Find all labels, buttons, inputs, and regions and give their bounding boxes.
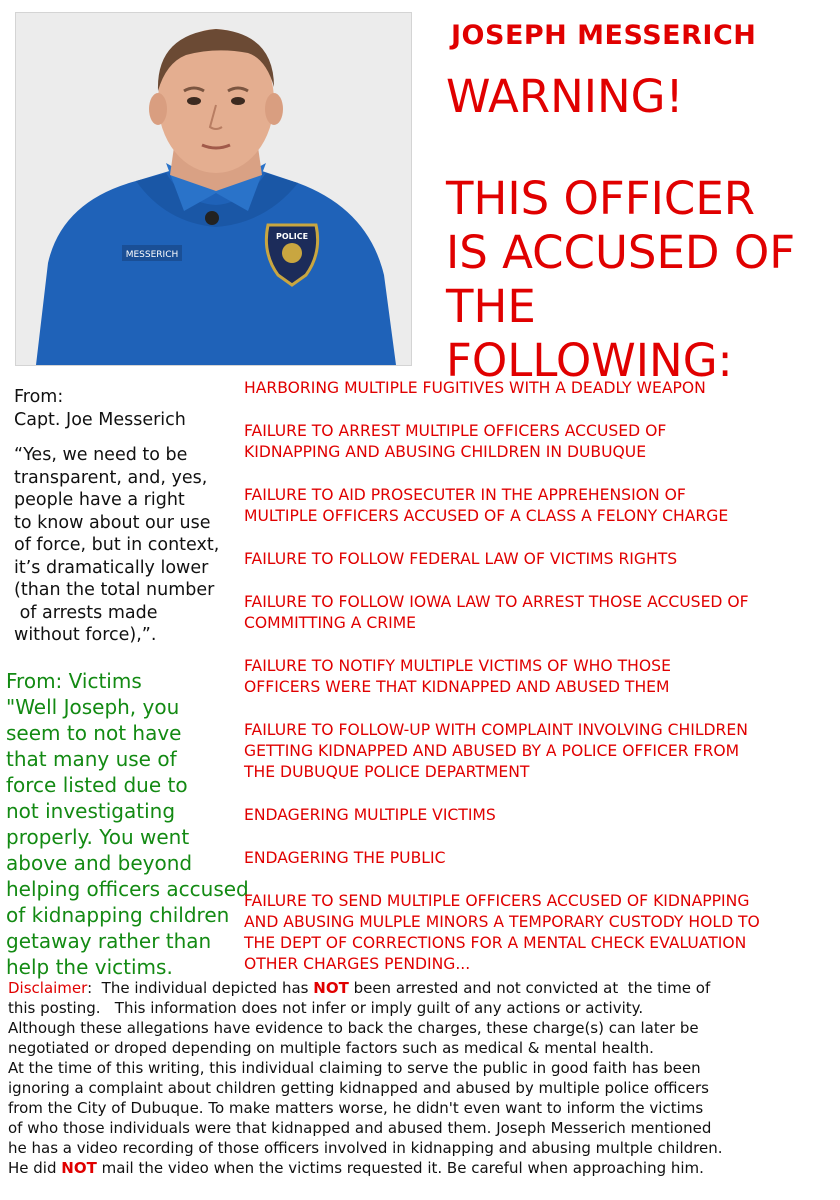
charge-line: FAILURE TO NOTIFY MULTIPLE VICTIMS OF WHO THOSE [244,657,671,675]
disclaimer-text: The individual depicted has [92,979,314,997]
disclaimer-not-emphasis: NOT [313,979,349,997]
officer-name: JOSEPH MESSERICH [451,20,757,51]
disclaimer [8,978,834,1178]
charge-item [244,720,836,783]
charge-line: ENDAGERING MULTIPLE VICTIMS [244,806,496,824]
disclaimer-line: of who those individuals were that kidnapped and abused them. Joseph Messerich mentioned [8,1119,712,1137]
charge-item [244,848,836,869]
victims-line: that many use of [6,747,177,771]
victims-line: not investigating [6,799,176,823]
charge-line: OTHER CHARGES PENDING... [244,955,471,973]
charge-item [244,549,836,570]
quote-line: of force, but in context, [14,535,220,555]
charge-item [244,421,836,463]
charge-line: THE DUBUQUE POLICE DEPARTMENT [244,763,530,781]
charge-item [244,891,836,975]
name-tag-text: MESSERICH [125,250,179,260]
disclaimer-line: ignoring a complaint about children getting kidnapped and abused by multiple police officers [8,1079,709,1097]
charge-item [244,592,836,634]
quote-line: it’s dramatically lower [14,557,209,578]
disclaimer-line: he has a video recording of those officers involved in kidnapping and abusing multple children. [8,1139,723,1157]
charge-line: HARBORING MULTIPLE FUGITIVES WITH A DEADLY WEAPON [244,379,706,397]
charge-item [244,805,836,826]
victims-line: getaway rather than [6,929,212,953]
victims-line: help the victims. [6,955,173,979]
quote-line: without force),”. [14,625,157,645]
disclaimer-line: from the City of Dubuque. To make matters worse, he didn't even want to inform the victims [8,1099,704,1117]
quote-line: (than the total number [14,580,215,600]
charge-line: AND ABUSING MULPLE MINORS A TEMPORARY CUSTODY HOLD TO [244,913,760,931]
disclaimer-not-emphasis: NOT [61,1159,97,1177]
disclaimer-text: been arrested and not convicted at the time of [348,979,711,997]
victims-line: From: Victims [6,669,142,693]
disclaimer-line: this posting. This information does not infer or imply guilt of any actions or activity. [8,999,644,1017]
quote-from-line: From: [14,387,64,407]
headline-line: THE FOLLOWING: [446,280,733,387]
charge-line: FAILURE TO ARREST MULTIPLE OFFICERS ACCUSED OF [244,422,667,440]
charge-line: FAILURE TO FOLLOW FEDERAL LAW OF VICTIMS RIGHTS [244,550,678,568]
charge-line: FAILURE TO SEND MULTIPLE OFFICERS ACCUSED OF KIDNAPPING [244,892,750,910]
quote-from-line: Capt. Joe Messerich [14,409,186,430]
victims-response [6,668,261,980]
disclaimer-text: He did [8,1159,62,1177]
charge-item [244,656,836,698]
headline-line: THIS OFFICER [446,172,756,225]
charge-line: ENDAGERING THE PUBLIC [244,849,446,867]
victims-line: helping officers accused [6,877,249,901]
disclaimer-line: negotiated or droped depending on multiple factors such as medical & mental health. [8,1039,654,1057]
captain-quote [14,386,236,647]
accusation-headline [446,172,836,388]
charge-line: OFFICERS WERE THAT KIDNAPPED AND ABUSED THEM [244,678,670,696]
charge-line: FAILURE TO FOLLOW-UP WITH COMPLAINT INVOLVING CHILDREN [244,721,748,739]
headline-line: IS ACCUSED OF [446,226,796,279]
victims-line: force listed due to [6,773,188,797]
charge-line: FAILURE TO FOLLOW IOWA LAW TO ARREST THOSE ACCUSED OF [244,593,749,611]
charge-line: COMMITTING A CRIME [244,614,417,632]
disclaimer-text: mail the video when the victims requested it. Be careful when approaching him. [96,1159,704,1177]
charge-item [244,378,836,399]
victims-line: properly. You went [6,825,190,849]
quote-line: “Yes, we need to be [14,445,188,465]
officer-photo [15,12,412,366]
disclaimer-label: Disclaimer [8,979,88,997]
charge-line: MULTIPLE OFFICERS ACCUSED OF A CLASS A FELONY CHARGE [244,507,729,525]
victims-line: of kidnapping children [6,903,230,927]
victims-line: seem to not have [6,721,182,745]
badge-text: POLICE [275,232,309,241]
charge-item [244,485,836,527]
victims-line: "Well Joseph, you [6,695,180,719]
charge-line: FAILURE TO AID PROSECUTER IN THE APPREHENSION OF [244,486,686,504]
quote-line: people have a right [14,490,185,510]
disclaimer-line: At the time of this writing, this individual claiming to serve the public in good faith has been [8,1059,701,1077]
charges-list [244,378,836,997]
warning-heading: WARNING! [446,70,684,123]
disclaimer-line: Although these allegations have evidence to back the charges, these charge(s) can later be [8,1019,699,1037]
victims-line: above and beyond [6,851,193,875]
charge-line: KIDNAPPING AND ABUSING CHILDREN IN DUBUQUE [244,443,647,461]
charge-line: GETTING KIDNAPPED AND ABUSED BY A POLICE OFFICER FROM [244,742,740,760]
disclaimer-colon: : [87,979,93,997]
quote-line: to know about our use [14,512,211,533]
quote-line: transparent, and, yes, [14,467,208,488]
charge-line: THE DEPT OF CORRECTIONS FOR A MENTAL CHECK EVALUATION [244,934,747,952]
quote-line: of arrests made [14,602,158,623]
